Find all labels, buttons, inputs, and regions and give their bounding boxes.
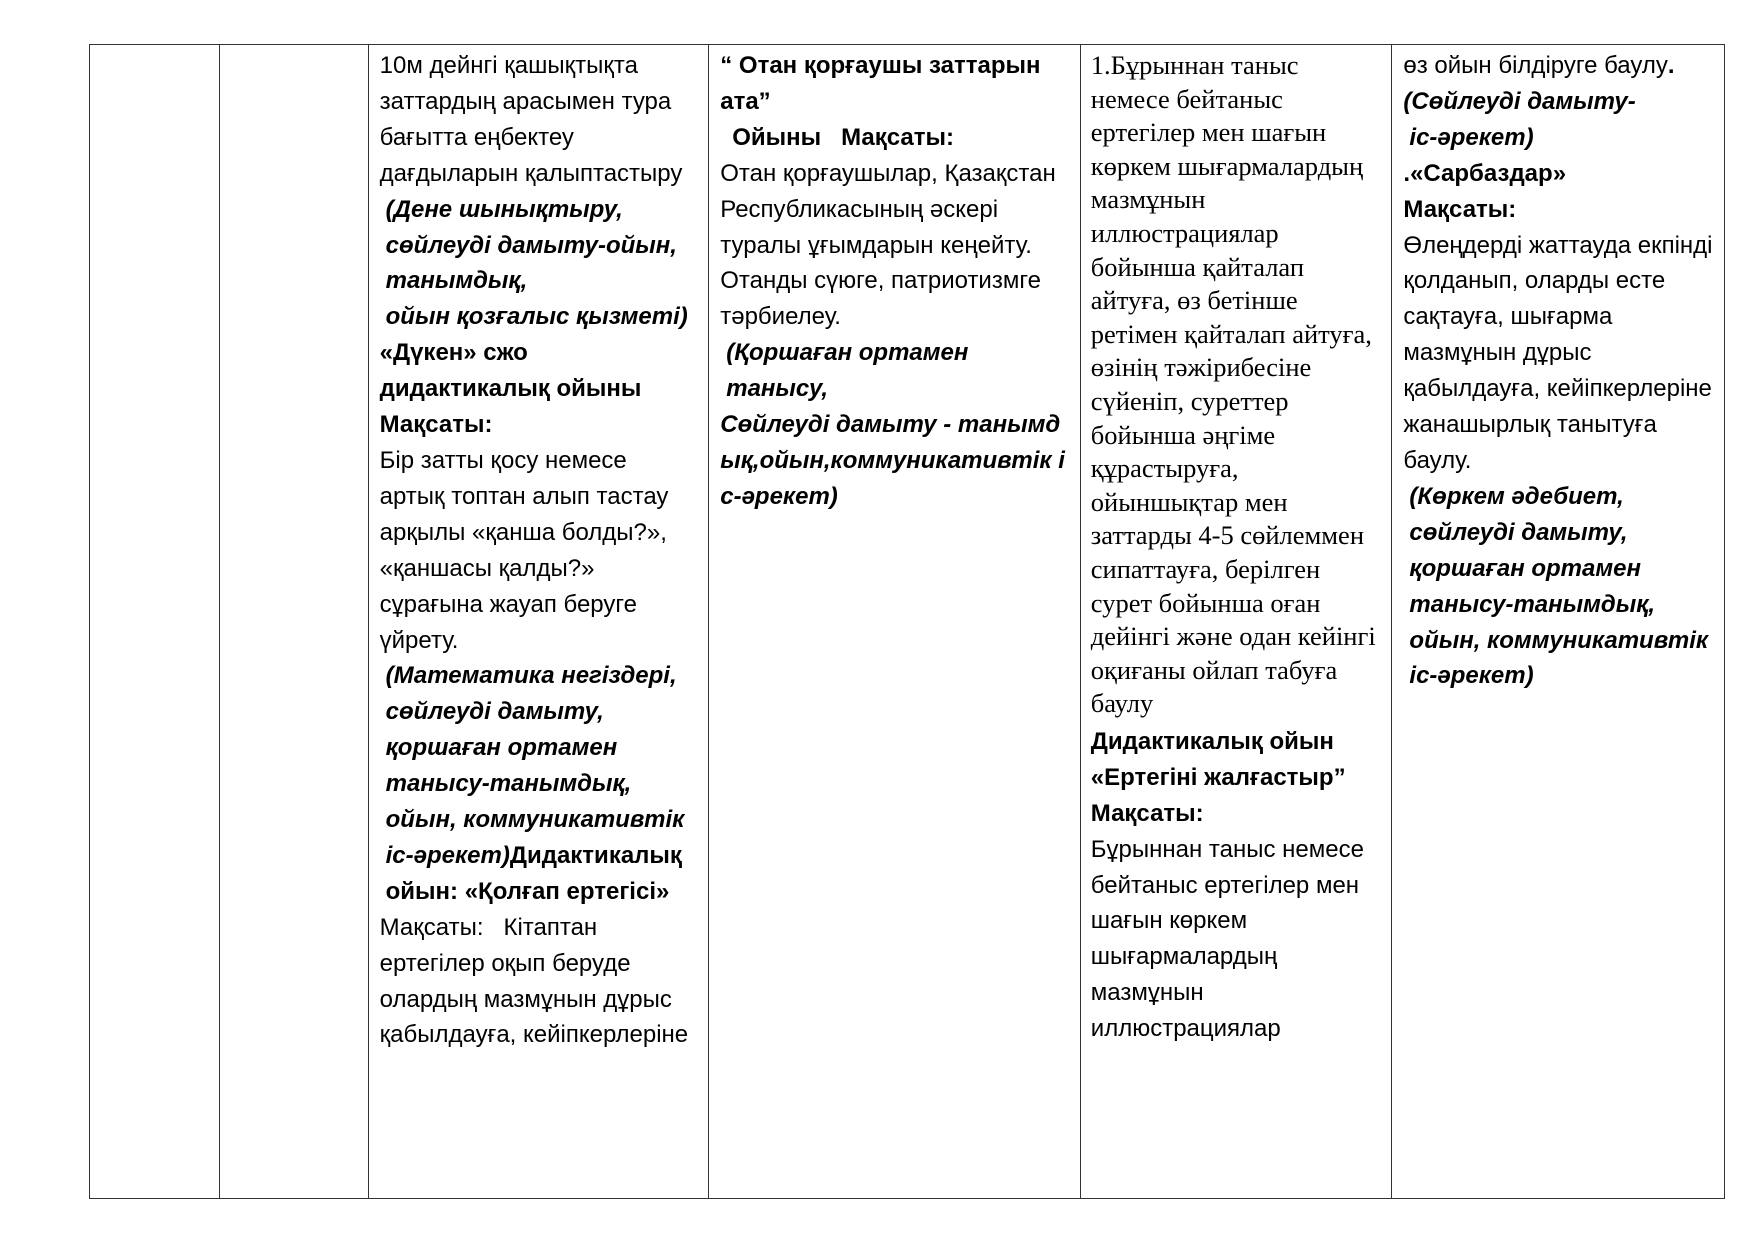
table-cell-empty-2 — [220, 45, 369, 1198]
cell-period: . — [1667, 52, 1675, 79]
cell-paragraph: 1.Бұрыннан таныс немесе бейтаныс ертегілер мен шағын көркем шығармалардың мазмұнын иллюстрациялар бойынша қайталап айтуға, өз бетінше ретімен қайталап айтуға, өзінің тәжірибесіне сүйеніп, суреттер бойынша әңгіме құрастыруға, ойыншықтар мен заттарды 4-5 сөйлеммен сипаттауға, берілген сурет бойынша оған дейінгі және одан кейінгі оқиғаны ойлап табуға баулу — [1090, 50, 1376, 719]
cell-game-title: “ Отан қорғаушы заттарын ата” — [720, 52, 1048, 115]
table-cell-speech — [1081, 45, 1393, 1198]
cell-game-title: .«Сарбаздар» — [1403, 159, 1567, 187]
cell-paragraph: Бір затты қосу немесе артық топтан алып тастау арқылы «қанша болды?», «қаншасы қалды?» сұрағына жауап беруге үйрету. — [379, 446, 669, 654]
cell-goal-label: Мақсаты: — [1090, 799, 1204, 827]
table-cell-activities — [369, 45, 710, 1198]
cell-goal-label: Мақсаты: — [379, 411, 493, 439]
schedule-table — [89, 44, 1725, 1199]
cell-game-title: Дидактикалық ойын «Ертегіні жалғастыр” — [1090, 727, 1346, 791]
cell-paragraph: 10м дейнгі қашықтықта заттардың арасымен тура бағытта еңбектеу дағдыларын қалыптастыру — [379, 52, 683, 187]
cell-subject-note-text: (Математика негіздері, сөйлеуді дамыту, қоршаған ортамен танысу-танымдық, ойын, коммуникативтік іс-әрекет) — [385, 662, 685, 869]
cell-subject-note: іс-әрекет) — [1409, 123, 1534, 151]
cell-paragraph — [1403, 48, 1718, 84]
cell-game-title: Дидактикалық ойын: «Қолғап ертегісі» — [385, 841, 682, 905]
cell-paragraph: Өлеңдерді жаттауда екпінді қолданып, оларды есте сақтауға, шығарма мазмұнын дұрыс қабылдауға, кейіпкерлеріне жанашырлық танытуға баулу. — [1403, 231, 1713, 474]
cell-paragraph-text: өз ойын білдіруге баулу — [1403, 52, 1668, 79]
cell-goal-label: Ойыны Мақсаты: — [732, 123, 955, 151]
cell-paragraph: Мақсаты: Кітаптан ертегілер оқып беруде олардың мазмұнын дұрыс қабылдауға, кейіпкерлеріне — [379, 913, 689, 1049]
cell-subject-note: (Көркем әдебиет, сөйлеуді дамыту, қоршаған ортамен танысу-танымдық, ойын, коммуникативтік іс-әрекет) — [1409, 482, 1709, 690]
cell-subject-note: (Сөйлеуді дамыту- — [1403, 87, 1636, 115]
table-cell-poems — [1392, 45, 1724, 1198]
cell-game-title: «Дүкен» сжо дидактикалық ойыны — [379, 339, 642, 403]
cell-paragraph: Отан қорғаушылар, Қазақстан Республикасының әскері туралы ұғымдарын кеңейту. Отанды сүюге, патриотизмге тәрбиелеу. — [720, 159, 1056, 331]
cell-goal-label: Мақсаты: — [1403, 195, 1517, 223]
table-cell-game — [709, 45, 1081, 1198]
cell-subject-note: Сөйлеуді дамыту - танымдық,ойын,коммуникативтік іс-әрекет) — [720, 411, 1065, 510]
cell-subject-note — [380, 658, 699, 909]
cell-subject-note: ойын қозғалыс қызметі) — [385, 303, 688, 331]
cell-subject-note: (Қоршаған ортамен танысу, — [726, 339, 969, 403]
cell-paragraph: Бұрыннан таныс немесе бейтаныс ертегілер мен шағын көркем шығармалардың мазмұнын иллюстрациялар — [1090, 835, 1364, 1043]
table-cell-empty-1 — [90, 45, 220, 1198]
cell-subject-note: (Дене шынықтыру, сөйлеуді дамыту-ойын, танымдық, — [385, 195, 677, 295]
